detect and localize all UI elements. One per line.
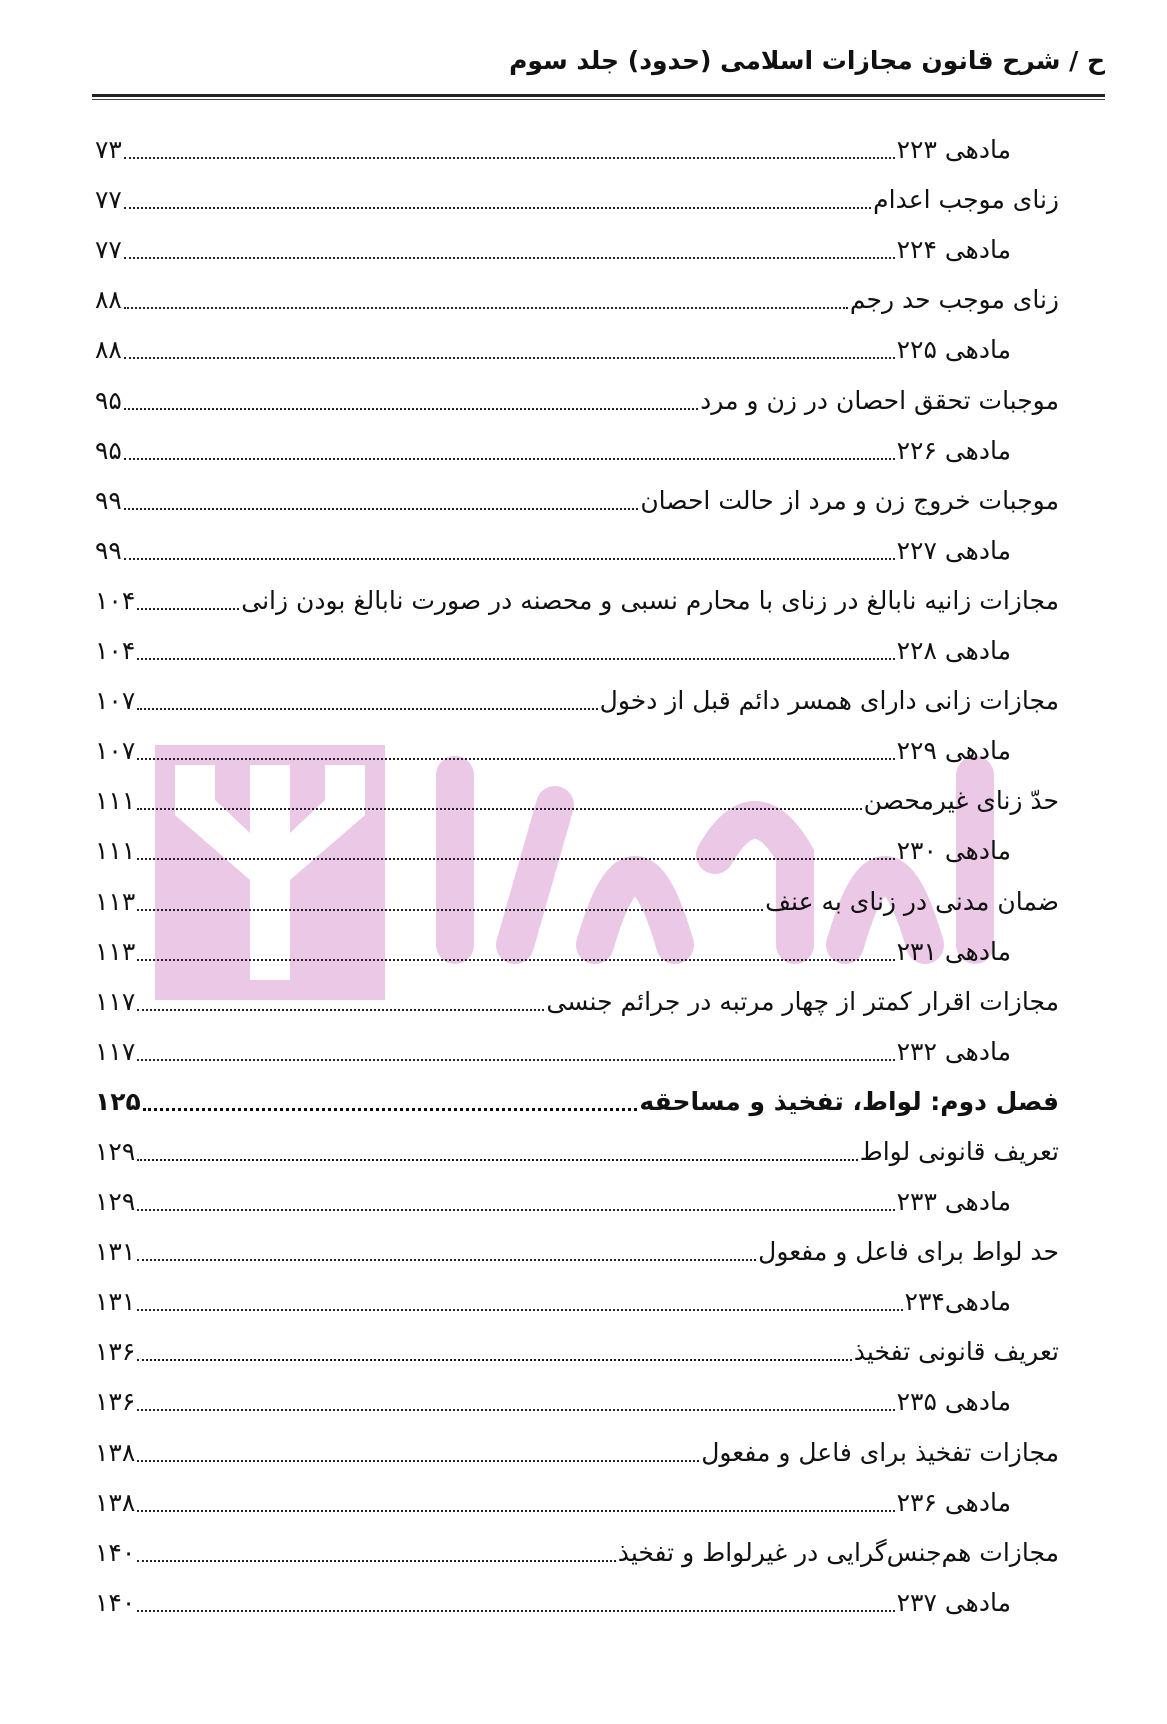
header-rule-thin <box>92 99 1105 100</box>
toc-entry-title: مادهی ۲۲۷ <box>896 535 1011 565</box>
toc-entry-title: موجبات خروج زن و مرد از حالت احصان <box>640 485 1059 515</box>
toc-leader-dots <box>137 1560 615 1562</box>
toc-leader-dots <box>137 808 861 810</box>
toc-entry-title: مادهی ۲۳۷ <box>896 1587 1011 1617</box>
header-rule-thick <box>92 94 1105 97</box>
toc-leader-dots <box>137 758 894 760</box>
toc-leader-dots <box>137 909 763 911</box>
toc-entry-title: مادهی۲۳۴ <box>904 1287 1011 1317</box>
toc-leader-dots <box>143 1108 638 1111</box>
toc-leader-dots <box>137 1460 699 1462</box>
toc-entry-title: تعریف قانونی لواط <box>859 1136 1059 1166</box>
toc-section-row[interactable] <box>95 1319 1059 1369</box>
toc-section-row[interactable] <box>95 367 1059 417</box>
toc-page-number: ۱۳۱ <box>95 1237 136 1267</box>
toc-leader-dots <box>137 858 894 860</box>
toc-page-number: ۹۵ <box>95 435 122 465</box>
toc-article-row[interactable] <box>95 1369 1059 1419</box>
toc-section-row[interactable] <box>95 568 1059 618</box>
toc-section-row[interactable] <box>95 267 1059 317</box>
toc-section-row[interactable] <box>95 668 1059 718</box>
toc-page-number: ۱۰۷ <box>95 686 136 716</box>
toc-page-number: ۱۳۸ <box>95 1437 136 1467</box>
toc-section-row[interactable] <box>95 969 1059 1019</box>
toc-article-row[interactable] <box>95 518 1059 568</box>
toc-section-row[interactable] <box>95 1219 1059 1269</box>
toc-entry-title: مجازات هم‌جنس‌گرایی در غیرلواط و تفخیذ <box>617 1537 1059 1567</box>
toc-article-row[interactable] <box>95 1470 1059 1520</box>
toc-entry-title: مادهی ۲۳۰ <box>896 836 1011 866</box>
toc-leader-dots <box>124 408 698 410</box>
toc-leader-dots <box>137 1359 852 1361</box>
toc-leader-dots <box>137 959 894 961</box>
table-of-contents <box>95 117 1059 1620</box>
toc-article-row[interactable] <box>95 818 1059 868</box>
toc-article-row[interactable] <box>95 217 1059 267</box>
toc-leader-dots <box>137 1409 894 1411</box>
toc-page-number: ۱۳۶ <box>95 1337 136 1367</box>
toc-leader-dots <box>137 1610 894 1612</box>
toc-page-number: ۷۷ <box>95 235 122 265</box>
toc-page-number: ۷۷ <box>95 185 122 215</box>
toc-section-row[interactable] <box>95 167 1059 217</box>
toc-page-number: ۱۱۳ <box>95 936 136 966</box>
toc-entry-title: مادهی ۲۳۵ <box>896 1387 1011 1417</box>
toc-page-number: ۱۱۷ <box>95 1036 136 1066</box>
toc-page-number: ۸۸ <box>95 335 122 365</box>
toc-page-number: ۱۳۱ <box>95 1287 136 1317</box>
toc-article-row[interactable] <box>95 1019 1059 1069</box>
toc-section-row[interactable] <box>95 1119 1059 1169</box>
toc-leader-dots <box>124 508 638 510</box>
toc-article-row[interactable] <box>95 919 1059 969</box>
toc-leader-dots <box>137 1059 894 1061</box>
toc-page-number: ۱۲۵ <box>95 1086 141 1116</box>
toc-section-row[interactable] <box>95 1419 1059 1469</box>
toc-page-number: ۱۴۰ <box>95 1587 136 1617</box>
toc-page-number: ۱۳۶ <box>95 1387 136 1417</box>
toc-page-number: ۱۱۱ <box>95 836 136 866</box>
toc-article-row[interactable] <box>95 317 1059 367</box>
toc-page-number: ۹۹ <box>95 535 122 565</box>
toc-entry-title: مادهی ۲۲۸ <box>896 636 1011 666</box>
toc-leader-dots <box>137 1159 857 1161</box>
toc-section-row[interactable] <box>95 468 1059 518</box>
toc-leader-dots <box>137 1510 894 1512</box>
toc-leader-dots <box>124 558 895 560</box>
toc-entry-title: مادهی ۲۲۹ <box>896 736 1011 766</box>
toc-leader-dots <box>137 658 894 660</box>
toc-page-number: ۱۲۹ <box>95 1136 136 1166</box>
toc-entry-title: مادهی ۲۳۳ <box>896 1187 1011 1217</box>
toc-page-number: ۱۰۴ <box>95 585 136 615</box>
toc-article-row[interactable] <box>95 1169 1059 1219</box>
toc-entry-title: مادهی ۲۲۵ <box>896 335 1011 365</box>
toc-leader-dots <box>124 307 848 309</box>
toc-article-row[interactable] <box>95 418 1059 468</box>
toc-page-number: ۹۹ <box>95 485 122 515</box>
toc-entry-title: زنای موجب اعدام <box>873 185 1059 215</box>
toc-entry-title: مادهی ۲۳۱ <box>896 936 1011 966</box>
toc-entry-title: مجازات اقرار کمتر از چهار مرتبه در جرائم جنسی <box>546 986 1059 1016</box>
toc-leader-dots <box>137 1259 756 1261</box>
toc-entry-title: زنای موجب حد رجم <box>849 285 1059 315</box>
toc-entry-title: موجبات تحقق احصان در زن و مرد <box>700 385 1059 415</box>
toc-chapter-row[interactable] <box>95 1069 1059 1119</box>
toc-page-number: ۱۲۹ <box>95 1187 136 1217</box>
toc-article-row[interactable] <box>95 718 1059 768</box>
toc-leader-dots <box>124 207 871 209</box>
toc-entry-title: تعریف قانونی تفخیذ <box>853 1337 1059 1367</box>
toc-section-row[interactable] <box>95 868 1059 918</box>
toc-article-row[interactable] <box>95 1269 1059 1319</box>
toc-leader-dots <box>137 608 239 610</box>
toc-page-number: ۱۱۱ <box>95 786 136 816</box>
toc-page-number: ۱۰۷ <box>95 736 136 766</box>
toc-entry-title: مادهی ۲۳۶ <box>896 1487 1011 1517</box>
toc-page-number: ۱۱۷ <box>95 986 136 1016</box>
toc-entry-title: مادهی ۲۲۳ <box>896 135 1011 165</box>
toc-page-number: ۸۸ <box>95 285 122 315</box>
toc-entry-title: مادهی ۲۲۶ <box>896 435 1011 465</box>
toc-page-number: ۱۴۰ <box>95 1537 136 1567</box>
toc-page-number: ۱۳۸ <box>95 1487 136 1517</box>
toc-entry-title: حدّ زنای غیرمحصن <box>863 786 1059 816</box>
toc-entry-title: مجازات زانی دارای همسر دائم قبل از دخول <box>599 686 1059 716</box>
running-header: ح / شرح قانون مجازات اسلامی (حدود) جلد سوم <box>509 46 1105 75</box>
toc-entry-title: مادهی ۲۲۴ <box>896 235 1011 265</box>
toc-leader-dots <box>124 458 895 460</box>
toc-leader-dots <box>124 257 895 259</box>
toc-article-row[interactable] <box>95 117 1059 167</box>
toc-article-row[interactable] <box>95 1570 1059 1620</box>
toc-section-row[interactable] <box>95 1520 1059 1570</box>
toc-page-number: ۱۱۳ <box>95 886 136 916</box>
toc-section-row[interactable] <box>95 768 1059 818</box>
toc-entry-title: مجازات زانیه نابالغ در زنای با محارم نسبی و محصنه در صورت نابالغ بودن زانی <box>241 585 1059 615</box>
toc-page-number: ۷۳ <box>95 135 122 165</box>
toc-leader-dots <box>137 1009 544 1011</box>
toc-article-row[interactable] <box>95 618 1059 668</box>
toc-entry-title: فصل دوم: لواط، تفخیذ و مساحقه <box>639 1086 1059 1116</box>
toc-entry-title: مجازات تفخیذ برای فاعل و مفعول <box>701 1437 1059 1467</box>
toc-leader-dots <box>137 1209 894 1211</box>
toc-entry-title: حد لواط برای فاعل و مفعول <box>758 1237 1059 1267</box>
toc-leader-dots <box>137 1309 902 1311</box>
toc-leader-dots <box>137 708 597 710</box>
toc-page-number: ۱۰۴ <box>95 636 136 666</box>
toc-entry-title: ضمان مدنی در زنای به عنف <box>765 886 1059 916</box>
toc-leader-dots <box>124 357 895 359</box>
toc-leader-dots <box>124 157 895 159</box>
toc-entry-title: مادهی ۲۳۲ <box>896 1036 1011 1066</box>
toc-page-number: ۹۵ <box>95 385 122 415</box>
